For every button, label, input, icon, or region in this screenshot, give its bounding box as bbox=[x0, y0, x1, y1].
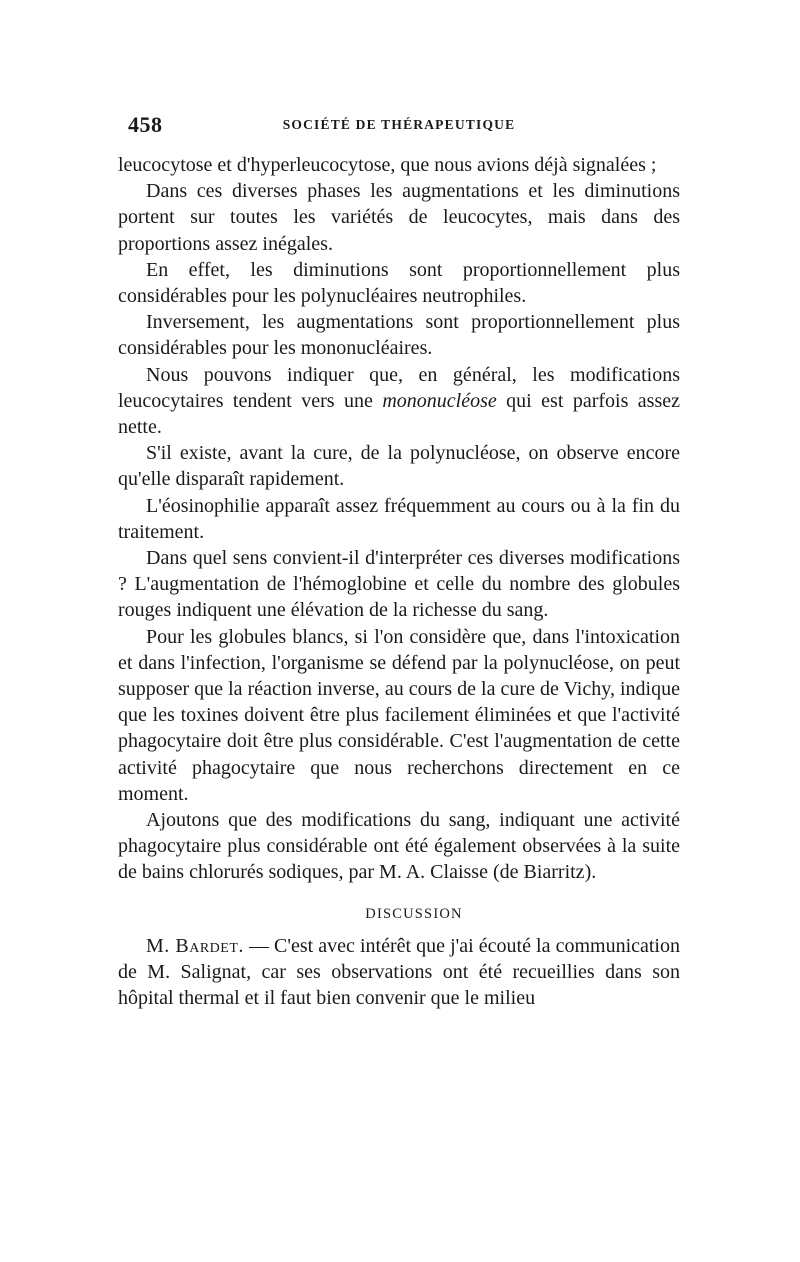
paragraph: Dans ces diverses phases les augmentations et les diminutions portent sur toutes les variétés de leucocytes, mais dans des proportions assez inégales. bbox=[118, 180, 680, 255]
section-heading: DISCUSSION bbox=[365, 905, 463, 922]
paragraph: En effet, les diminutions sont proportionnellement plus considérables pour les polynucléaires neutrophiles. bbox=[118, 258, 680, 308]
running-head bbox=[118, 110, 680, 140]
paragraph: Ajoutons que des modifications du sang, indiquant une activité phagocytaire plus considérable ont été également observées à la suite de bains chlorurés sodiques, par M. A. Claisse (de Biarritz). bbox=[118, 809, 680, 884]
page-number: 458 bbox=[128, 112, 163, 137]
body-text bbox=[118, 152, 680, 1011]
paragraph: leucocytose et d'hyperleucocytose, que nous avions déjà signalées ; bbox=[118, 154, 657, 176]
discussion-paragraph: M. Bardet. — C'est avec intérêt que j'ai écouté la communication de M. Salignat, car ses observations ont été recueillies dans son hôpital thermal et il faut bien convenir que le milieu bbox=[118, 934, 680, 1010]
paragraph: Inversement, les augmentations sont proportionnellement plus considérables pour les mononucléaires. bbox=[118, 311, 680, 360]
emphasized-term: mononucléose bbox=[382, 389, 497, 412]
speaker-name: M. Bardet. bbox=[146, 934, 244, 957]
paragraph: L'éosinophilie apparaît assez fréquemment au cours ou à la fin du traitement. bbox=[118, 494, 680, 543]
paragraph: S'il existe, avant la cure, de la polynucléose, on observe encore qu'elle disparaît rapidement. bbox=[118, 442, 680, 491]
paragraph: Nous pouvons indiquer que, en général, les modifications leucocytaires tendent vers une mononucléose qui est parfois assez nette. bbox=[118, 363, 680, 439]
running-title: SOCIÉTÉ DE THÉRAPEUTIQUE bbox=[282, 117, 516, 132]
paragraph: Dans quel sens convient-il d'interpréter ces diverses modifications ? L'augmentation de l'hémoglobine et celle du nombre des globules rouges indiquent une élévation de la richesse du sang. bbox=[118, 547, 680, 622]
book-page bbox=[118, 110, 680, 1011]
paragraph: Pour les globules blancs, si l'on considère que, dans l'intoxication et dans l'infection, l'organisme se défend par la polynucléose, on peut supposer que la réaction inverse, au cours de la cure de Vichy, indique que les toxines doivent être plus facilement éliminées et que l'activité phagocytaire doit être plus considérable. C'est l'augmentation de cette activité phagocytaire que nous recherchons directement en ce moment. bbox=[118, 625, 680, 805]
